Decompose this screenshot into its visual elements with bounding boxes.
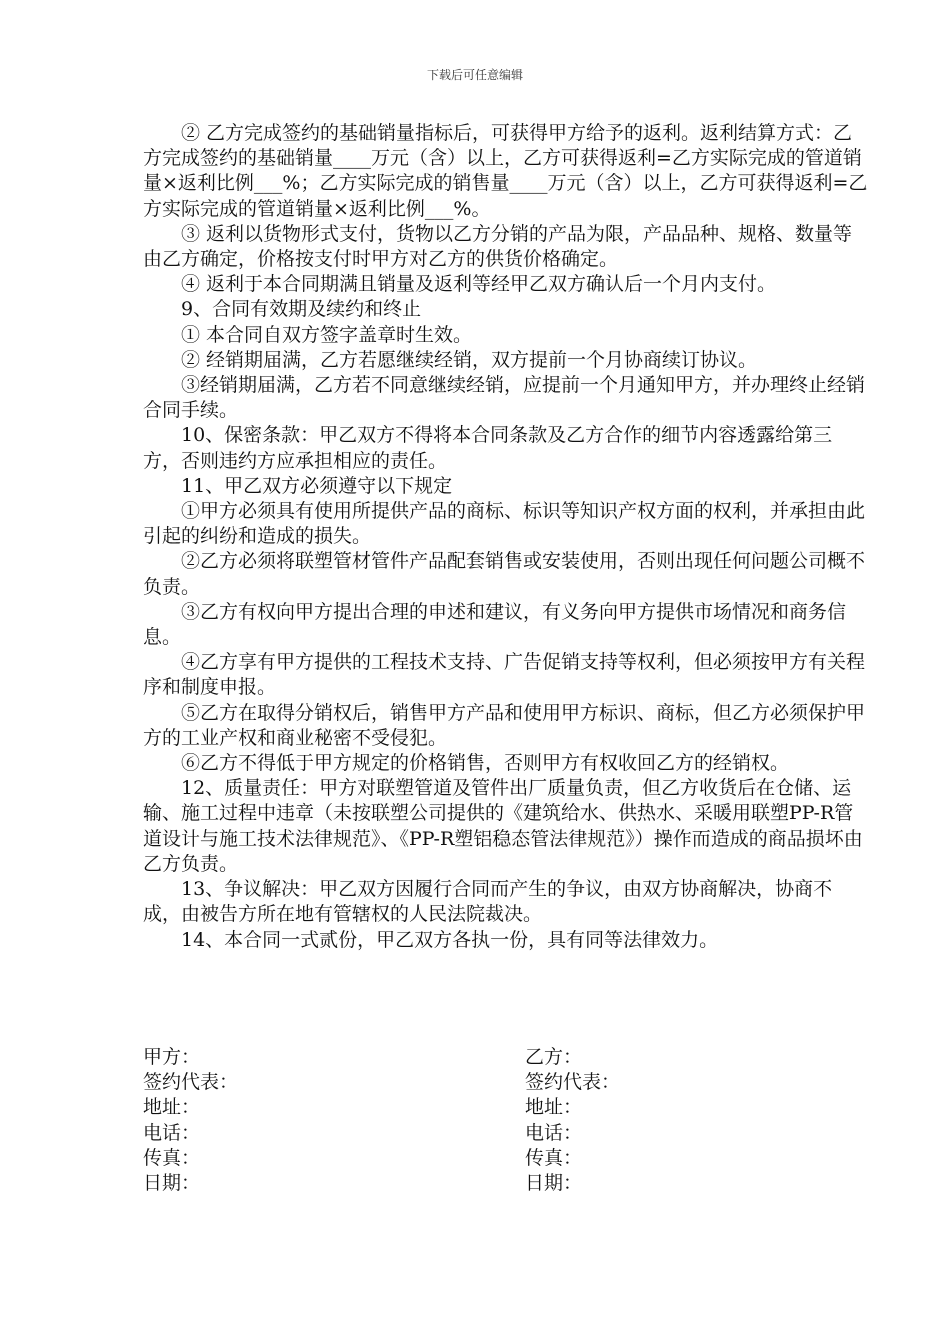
signature-row-fax: [143, 1146, 868, 1171]
paragraph-renewal: ② 经销期届满，乙方若愿继续经销，双方提前一个月协商续订协议。: [181, 348, 758, 371]
party-a-date-label: 日期：: [143, 1172, 201, 1195]
signature-block: [143, 1045, 868, 1196]
section-heading-11: 11、甲乙双方必须遵守以下规定: [181, 474, 453, 497]
party-b-label: 乙方：: [525, 1046, 583, 1068]
signature-row-representative: [143, 1070, 868, 1095]
paragraph-rule-6: ⑥乙方不得低于甲方规定的价格销售，否则甲方有权收回乙方的经销权。: [181, 752, 790, 775]
section-heading-9: 9、合同有效期及续约和终止: [181, 298, 422, 321]
section-dispute: 13、争议解决：甲乙双方因履行合同而产生的争议，由双方协商解决，协商不成，由被告方所在地有管辖权的人民法院裁决。: [143, 878, 833, 926]
party-b-date-label: 日期：: [525, 1172, 583, 1195]
party-a-label: 甲方：: [143, 1046, 201, 1068]
party-b-representative-label: 签约代表：: [525, 1071, 621, 1094]
signature-row-party: [143, 1045, 868, 1070]
party-a-fax-label: 传真：: [143, 1146, 201, 1169]
signature-row-address: [143, 1095, 868, 1120]
paragraph-rule-4: ④乙方享有甲方提供的工程技术支持、广告促销支持等权利，但必须按甲方有关程序和制度申报。: [143, 651, 866, 699]
paragraph-rule-2: ②乙方必须将联塑管材管件产品配套销售或安装使用，否则出现任何问题公司概不负责。: [143, 550, 866, 598]
paragraph-rebate-timing: ④ 返利于本合同期满且销量及返利等经甲乙双方确认后一个月内支付。: [181, 273, 777, 296]
section-quality: 12、质量责任：甲方对联塑管道及管件出厂质量负责，但乙方收货后在仓储、运输、施工过程中违章（未按联塑公司提供的《建筑给水、供热水、采暖用联塑PP-R管道设计与施工技术法律规范》、《PP-R塑铝稳态管法律规范》）操作而造成的商品损坏由乙方负责。: [143, 777, 863, 875]
paragraph-rebate-form: ③ 返利以货物形式支付，货物以乙方分销的产品为限，产品品种、规格、数量等由乙方确定，价格按支付时甲方对乙方的供货价格确定。: [143, 222, 853, 271]
paragraph-termination: ③经销期届满，乙方若不同意继续经销，应提前一个月通知甲方，并办理终止经销合同手续。: [143, 374, 866, 422]
signature-row-date: [143, 1171, 868, 1196]
paragraph-rule-5: ⑤乙方在取得分销权后，销售甲方产品和使用甲方标识、商标，但乙方必须保护甲方的工业产权和商业秘密不受侵犯。: [143, 701, 866, 749]
party-a-phone-label: 电话：: [143, 1121, 201, 1144]
paragraph-rebate-calc: ② 乙方完成签约的基础销量指标后，可获得甲方给予的返利。返利结算方式：乙方完成签约的基础销量____万元（含）以上，乙方可获得返利=乙方实际完成的管道销量×返利比例___%；乙方实际完成的销售量____万元（含）以上，乙方可获得返利=乙方实际完成的管道销量×返利比例___%。: [143, 122, 868, 220]
paragraph-effective: ① 本合同自双方签字盖章时生效。: [181, 323, 473, 346]
party-b-address-label: 地址：: [525, 1096, 583, 1119]
party-b-fax-label: 传真：: [525, 1146, 583, 1169]
page-header: 下载后可任意编辑: [426, 68, 523, 82]
contract-body: [143, 121, 868, 953]
section-confidentiality: 10、保密条款：甲乙双方不得将本合同条款及乙方合作的细节内容透露给第三方，否则违约方应承担相应的责任。: [143, 424, 833, 472]
party-b-phone-label: 电话：: [525, 1121, 583, 1144]
party-a-address-label: 地址：: [143, 1096, 201, 1119]
party-a-representative-label: 签约代表：: [143, 1071, 239, 1094]
paragraph-rule-1: ①甲方必须具有使用所提供产品的商标、标识等知识产权方面的权利，并承担由此引起的纠纷和造成的损失。: [143, 500, 866, 548]
paragraph-rule-3: ③乙方有权向甲方提出合理的申述和建议，有义务向甲方提供市场情况和商务信息。: [143, 600, 847, 649]
section-copies: 14、本合同一式贰份，甲乙双方各执一份，具有同等法律效力。: [181, 928, 719, 951]
signature-row-phone: [143, 1121, 868, 1146]
